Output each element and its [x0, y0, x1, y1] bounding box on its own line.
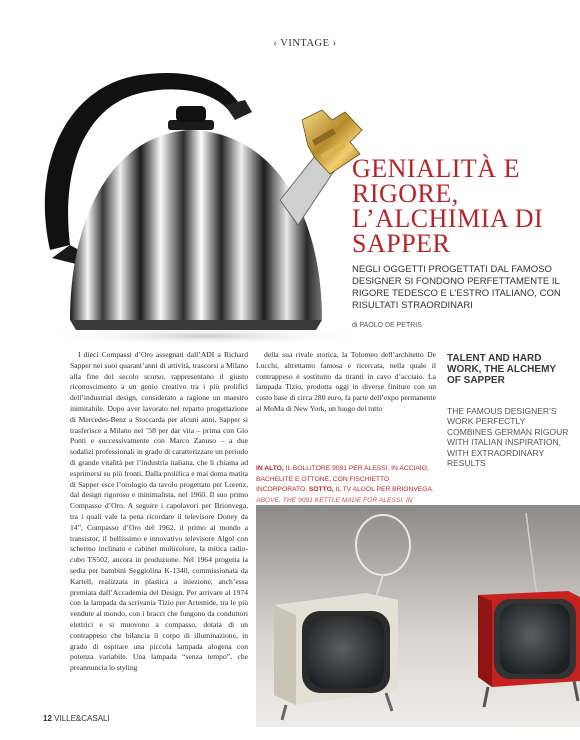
body-column-2: della sua rivale storica, la Tolomeo dell’architetto De Lucchi, altrettanto famosa e ricercata, nella quale il contrappeso è sostituito da tiranti in cavo d’acciaio. La lampada Tizio, prodotta oggi in diverse finiture con un costo base di circa 280 euro, fa parte dell’expo permanente al MoMa di New York, un luogo del tutto	[256, 350, 436, 413]
article-headline: GENIALITÀ E RIGORE, L’ALCHIMIA DI SAPPER	[352, 154, 544, 258]
page-number: 12	[43, 714, 52, 723]
english-deck: THE FAMOUS DESIGNER’S WORK PERFECTLY COMBINES GERMAN RIGOUR WITH ITALIAN INSPIRATION, WITH EXTRAORDINARY RESULTS	[447, 406, 569, 469]
kettle-image	[30, 50, 375, 345]
section-label: ‹ VINTAGE ›	[273, 38, 337, 49]
caption-lead-above: IN ALTO,	[256, 465, 284, 472]
caption-lead-below: SOTTO,	[307, 486, 334, 494]
page-footer	[43, 714, 110, 723]
algol-tv-image	[256, 505, 580, 727]
magazine-name: VILLE&CASALI	[54, 714, 110, 723]
byline: di PAOLO DE PETRIS	[352, 322, 422, 329]
english-headline: TALENT AND HARD WORK, THE ALCHEMY OF SAPPER	[447, 353, 556, 386]
caption-text-below: IL TV ALGOL PER BRIONVEGA.	[333, 486, 434, 494]
article-deck: NEGLI OGGETTI PROGETTATI DAL FAMOSO DESIGNER SI FONDONO PERFETTAMENTE IL RIGORE TEDESCO E L’ESTRO ITALIANO, CON RISULTATI STRAORDINARI	[352, 264, 561, 311]
caption-english: ABOVE, THE 9091 KETTLE MADE FOR ALESSI, IN	[256, 497, 413, 505]
body-column-1: I dieci Compassi d’Oro assegnati dall’ADI a Richard Sapper nei suoi quarant’anni di attività, trascorsi a Milano alla fine del secolo scorso, rappresentano il giusto riconoscimento a un genio creativo tra i più prolifici dell’industrial design, considerato a ragione un maestro inimitabile. Dopo aver lavorato nel reparto progettazione di Mercedes-Benz a Stoccarda per alcuni anni, Sapper si trasferisce a Milano nel ’58 per dar vita – prima con Gio Ponti e successivamente con Marco Zanuso – a due sodalizi professionali in grado di caratterizzare un periodo di grande vitalità per l’industria italiana, che li chiama ad esprimersi su più fronti. Dalla prolifica e mai doma matita di Sapper esce l’orologio da tavolo progettato per Lorenz, dal design rigoroso e minimalista, nel 1960. Il suo primo Compasso d’Oro. A seguire i capolavori per Brionvega, tra i quali vale la pena ricordare il televisore Doney da 14”, Compasso d’Oro del 1962, il primo al mondo a transistor, il bellissimo e innovativo televisore Algol con schermo inclinato e cabinet multicolore, la mitica radio-cubo TS502, ancora in produzione. Nel 1964 progetta la sedia per bambini Seggiolina K-1340, commissionata da Kartell, realizzata in plastica a iniezione, anch’essa premiata dall’Accademia del Design. Per arrivare al 1974 con la lampada da scrivania Tizio per Artemide, tra le più vendute al mondo, con i bracci che fungono da conduttori elettrici e si muovono a compasso, dotata di un contrappeso che bilancia il corpo di illuminazione, in grado di ospitare una piccola lampada alogena con potenza variabile. Una lampada “senza tempo”, che preannuncia lo styling	[70, 350, 248, 673]
caption-text-above: IL BOLLITORE 9091 PER ALESSI, IN ACCIAIO, BACHELITE E OTTONE, CON FISCHIETTO INCORPORATO.	[256, 465, 429, 494]
caption-italian	[256, 465, 434, 493]
